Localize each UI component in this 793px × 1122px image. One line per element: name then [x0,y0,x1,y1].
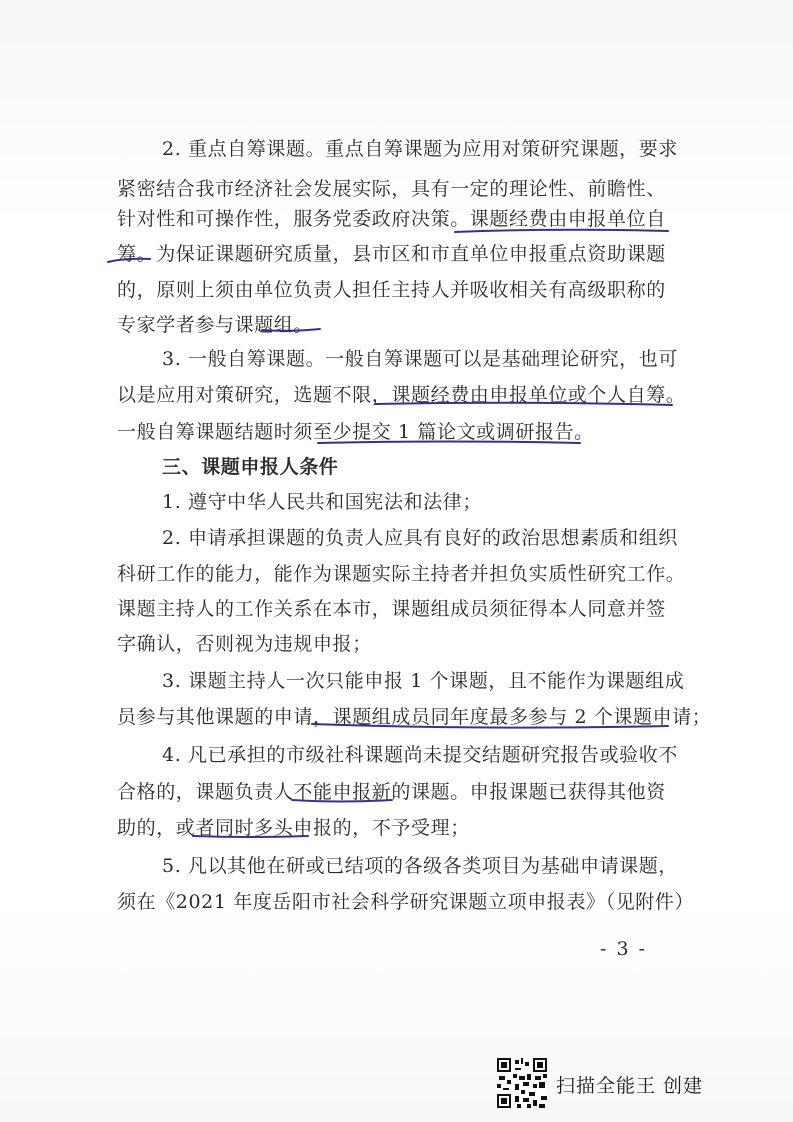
text-line: 筹。为保证课题研究质量，县市区和市直单位申报重点资助课题 [117,243,666,265]
text-line: 2. 重点自筹课题。重点自筹课题为应用对策研究课题，要求 [162,138,678,160]
text-line: 专家学者参与课题组。 [117,314,314,336]
text-line: 3. 一般自筹课题。一般自筹课题可以是基础理论研究，也可 [162,348,678,370]
text-line: 合格的，课题负责人不能申报新的课题。申报课题已获得其他资 [117,781,666,803]
text-line: 一般自筹课题结题时须至少提交 1 篇论文或调研报告。 [117,421,594,443]
text-line: 员参与其他课题的申请，课题组成员同年度最多参与 2 个课题申请； [117,706,712,728]
text-line: 1. 遵守中华人民共和国宪法和法律； [162,491,482,513]
text-line: 课题主持人的工作关系在本市，课题组成员须征得本人同意并签 [117,598,666,620]
text-line: 2. 申请承担课题的负责人应具有良好的政治思想素质和组织 [162,527,678,549]
text-line: 的，原则上须由单位负责人担任主持人并吸收相关有高级职称的 [117,279,666,301]
qr-code-icon [497,1058,547,1108]
text-line: 5. 凡以其他在研或已结项的各级各类项目为基础申请课题， [162,855,678,877]
section-heading: 三、课题申报人条件 [162,456,339,478]
page-number: - 3 - [600,938,648,960]
text-line: 3. 课题主持人一次只能申报 1 个课题，且不能作为课题组成 [162,670,685,692]
text-line: 4. 凡已承担的市级社科课题尚未提交结题研究报告或验收不 [162,744,678,766]
text-line: 须在《2021 年度岳阳市社会科学研究课题立项申报表》（见附件） [117,891,695,913]
text-line: 紧密结合我市经济社会发展实际，具有一定的理论性、前瞻性、 [117,178,666,200]
text-line: 以是应用对策研究，选题不限，课题经费由申报单位或个人自筹。 [117,384,686,406]
text-line: 针对性和可操作性，服务党委政府决策。课题经费由申报单位自 [117,208,666,230]
scanner-watermark: 扫描全能王 创建 [556,1075,704,1097]
text-line: 字确认，否则视为违规申报； [117,633,372,655]
text-line: 科研工作的能力，能作为课题实际主持者并担负实质性研究工作。 [117,563,686,585]
text-line: 助的，或者同时多头申报的，不予受理； [117,817,470,839]
